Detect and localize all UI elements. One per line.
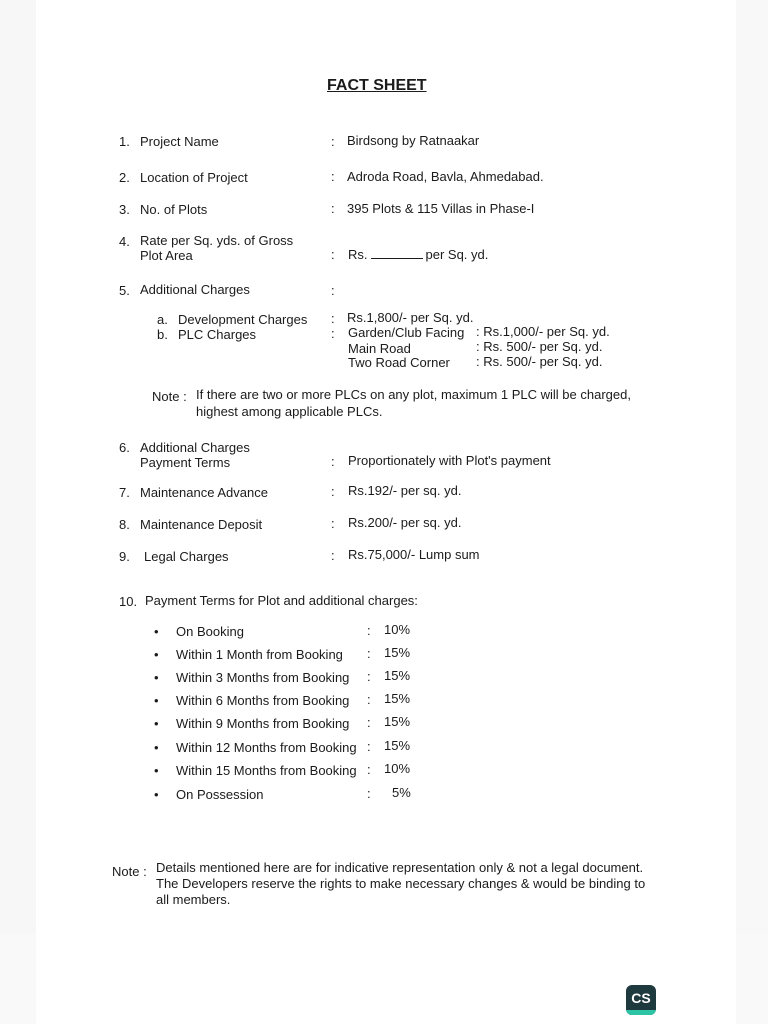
schedule-separator: :: [367, 646, 371, 661]
item-value-location: Adroda Road, Bavla, Ahmedabad.: [347, 169, 544, 184]
item-label-no-of-plots: No. of Plots: [140, 202, 208, 217]
rate-prefix: Rs.: [348, 247, 368, 262]
item-separator: :: [331, 516, 335, 531]
item-label-project-name: Project Name: [140, 134, 219, 149]
rate-blank-line: [371, 247, 423, 259]
schedule-value: 15%: [384, 645, 411, 660]
schedule-label: • Within 12 Months from Booking: [176, 740, 357, 755]
plc-note-label: Note :: [152, 389, 187, 404]
item-label-rate-line2: Plot Area: [140, 248, 193, 263]
item-separator: :: [331, 201, 335, 216]
item-value-no-of-plots: 395 Plots & 115 Villas in Phase-I: [347, 201, 535, 216]
plc-note-line1: If there are two or more PLCs on any plot, maximum 1 PLC will be charged,: [196, 387, 631, 402]
footer-note-line2: The Developers reserve the rights to make necessary changes & would be binding to: [156, 876, 646, 891]
plc-value: : Rs. 500/- per Sq. yd.: [476, 354, 603, 369]
schedule-label: • Within 9 Months from Booking: [176, 716, 349, 731]
item-value-maintenance-advance: Rs.192/- per sq. yd.: [348, 483, 462, 498]
sub-label-plc-charges: PLC Charges: [178, 327, 257, 342]
item-separator: :: [331, 484, 335, 499]
item-number: 7.: [119, 485, 130, 500]
camscanner-logo-icon: [626, 985, 656, 1015]
item-label-payment-schedule: Payment Terms for Plot and additional charges:: [145, 593, 418, 608]
item-number: 8.: [119, 517, 130, 532]
plc-name: Two Road Corner: [348, 355, 450, 370]
schedule-separator: :: [367, 692, 371, 707]
sub-value-development-charges: Rs.1,800/- per Sq. yd.: [347, 310, 474, 325]
plc-value: : Rs.1,000/- per Sq. yd.: [476, 324, 610, 339]
item-separator: :: [331, 169, 335, 184]
badge-text: CS: [631, 990, 651, 1006]
footer-note-line3: all members.: [156, 892, 231, 907]
item-separator: :: [331, 548, 335, 563]
item-label-rate-line1: Rate per Sq. yds. of Gross: [140, 233, 294, 248]
item-value-payment-terms: Proportionately with Plot's payment: [348, 453, 551, 468]
schedule-label: • Within 15 Months from Booking: [176, 763, 357, 778]
schedule-separator: :: [367, 623, 371, 638]
item-separator: :: [331, 454, 335, 469]
badge-stripe: [626, 1010, 656, 1015]
schedule-value: 10%: [384, 761, 411, 776]
schedule-label: • Within 1 Month from Booking: [176, 647, 343, 662]
item-value-project-name: Birdsong by Ratnaakar: [347, 133, 480, 148]
sub-letter: a.: [157, 312, 168, 327]
item-label-additional-charges: Additional Charges: [140, 282, 250, 297]
schedule-separator: :: [367, 669, 371, 684]
schedule-label: • On Booking: [176, 624, 244, 639]
page-margin-right: [736, 0, 768, 1024]
item-separator: :: [331, 247, 335, 262]
item-separator: :: [331, 283, 335, 298]
sub-separator: :: [331, 326, 335, 341]
schedule-separator: :: [367, 786, 371, 801]
page-margin-left: [0, 0, 36, 1024]
sub-label-development-charges: Development Charges: [178, 312, 308, 327]
schedule-separator: :: [367, 762, 371, 777]
item-value-maintenance-deposit: Rs.200/- per sq. yd.: [348, 515, 462, 530]
item-number: 4.: [119, 234, 130, 249]
item-number: 2.: [119, 170, 130, 185]
document-title: FACT SHEET: [327, 77, 427, 94]
schedule-value: 15%: [384, 714, 411, 729]
schedule-value: 15%: [384, 691, 411, 706]
plc-name: Main Road: [348, 341, 411, 356]
sub-separator: :: [331, 311, 335, 326]
plc-name: Garden/Club Facing: [348, 325, 465, 340]
schedule-label: • On Possession: [176, 787, 263, 802]
item-label-maintenance-deposit: Maintenance Deposit: [140, 517, 263, 532]
footer-note-label: Note :: [112, 864, 147, 879]
item-value-rate: [348, 247, 488, 262]
schedule-separator: :: [367, 715, 371, 730]
item-label-payment-terms-line1: Additional Charges: [140, 440, 250, 455]
schedule-label: • Within 3 Months from Booking: [176, 670, 349, 685]
schedule-value: 15%: [384, 668, 411, 683]
schedule-separator: :: [367, 739, 371, 754]
item-value-legal-charges: Rs.75,000/- Lump sum: [348, 547, 480, 562]
item-number: 1.: [119, 134, 130, 149]
item-label-maintenance-advance: Maintenance Advance: [140, 485, 268, 500]
schedule-value: 5%: [392, 785, 411, 800]
sub-letter: b.: [157, 327, 168, 342]
rate-suffix: per Sq. yd.: [425, 247, 489, 262]
item-label-payment-terms-line2: Payment Terms: [140, 455, 231, 470]
schedule-value: 15%: [384, 738, 411, 753]
item-separator: :: [331, 134, 335, 149]
item-number: 5.: [119, 283, 130, 298]
item-number: 10.: [119, 594, 138, 609]
schedule-label: • Within 6 Months from Booking: [176, 693, 349, 708]
item-label-legal-charges: Legal Charges: [144, 549, 229, 564]
item-label-location: Location of Project: [140, 170, 248, 185]
footer-note-line1: Details mentioned here are for indicative representation only & not a legal document.: [156, 860, 644, 875]
item-number: 6.: [119, 440, 130, 455]
item-number: 3.: [119, 202, 130, 217]
plc-value: : Rs. 500/- per Sq. yd.: [476, 339, 603, 354]
item-number: 9.: [119, 549, 130, 564]
schedule-value: 10%: [384, 622, 411, 637]
plc-note-line2: highest among applicable PLCs.: [196, 404, 383, 419]
